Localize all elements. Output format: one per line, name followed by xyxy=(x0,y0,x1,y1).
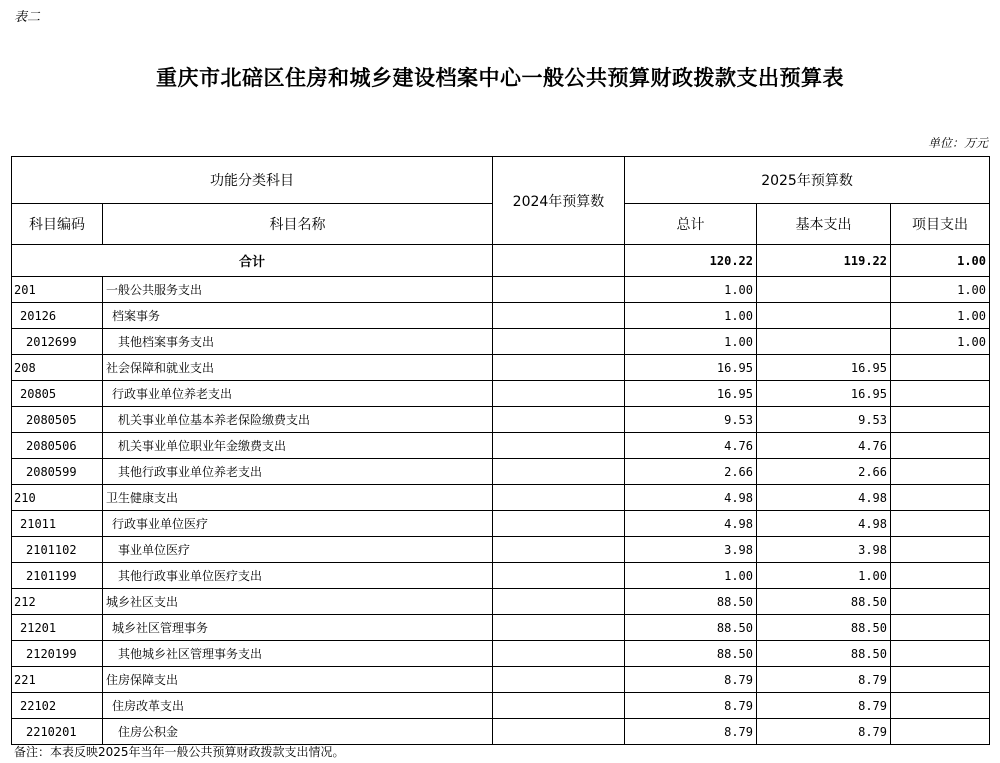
cell-total: 1.00 xyxy=(625,329,757,355)
cell-total: 1.00 xyxy=(625,563,757,589)
cell-basic xyxy=(757,329,891,355)
cell-prev xyxy=(493,615,625,641)
page-title: 重庆市北碚区住房和城乡建设档案中心一般公共预算财政拨款支出预算表 xyxy=(156,65,844,90)
cell-code: 210 xyxy=(12,485,103,511)
table-row xyxy=(12,719,990,745)
table-row xyxy=(12,615,990,641)
table-row xyxy=(12,563,990,589)
cell-name: 其他行政事业单位养老支出 xyxy=(103,459,493,485)
cell-prev xyxy=(493,355,625,381)
budget-table xyxy=(11,156,990,745)
cell-total: 88.50 xyxy=(625,615,757,641)
cell-prev xyxy=(493,485,625,511)
cell-basic: 16.95 xyxy=(757,381,891,407)
cell-name: 其他档案事务支出 xyxy=(103,329,493,355)
cell-basic: 4.76 xyxy=(757,433,891,459)
cell-total: 16.95 xyxy=(625,381,757,407)
cell-prev xyxy=(493,667,625,693)
cell-prev xyxy=(493,407,625,433)
total-row xyxy=(12,245,990,277)
cell-name: 社会保障和就业支出 xyxy=(103,355,493,381)
header-cur-year: 2025年预算数 xyxy=(625,157,990,204)
cell-total: 4.98 xyxy=(625,511,757,537)
cell-basic: 4.98 xyxy=(757,485,891,511)
table-row xyxy=(12,355,990,381)
table-row xyxy=(12,537,990,563)
cell-basic: 8.79 xyxy=(757,719,891,745)
cell-prev xyxy=(493,719,625,745)
cell-project: 1.00 xyxy=(891,277,990,303)
cell-project xyxy=(891,537,990,563)
total-total: 120.22 xyxy=(625,245,757,277)
table-row xyxy=(12,407,990,433)
cell-code: 201 xyxy=(12,277,103,303)
table-row xyxy=(12,381,990,407)
cell-basic: 4.98 xyxy=(757,511,891,537)
cell-code: 20805 xyxy=(12,381,103,407)
cell-name: 卫生健康支出 xyxy=(103,485,493,511)
cell-name: 住房改革支出 xyxy=(103,693,493,719)
unit-label: 单位：万元 xyxy=(927,136,988,150)
cell-project xyxy=(891,615,990,641)
footnote: 备注：本表反映2025年当年一般公共预算财政拨款支出情况。 xyxy=(14,745,345,759)
cell-code: 2101102 xyxy=(12,537,103,563)
cell-basic: 88.50 xyxy=(757,641,891,667)
cell-project: 1.00 xyxy=(891,303,990,329)
cell-code: 20126 xyxy=(12,303,103,329)
cell-project xyxy=(891,433,990,459)
cell-code: 2080506 xyxy=(12,433,103,459)
cell-prev xyxy=(493,381,625,407)
cell-code: 2012699 xyxy=(12,329,103,355)
cell-prev xyxy=(493,563,625,589)
cell-name: 档案事务 xyxy=(103,303,493,329)
table-row xyxy=(12,511,990,537)
cell-name: 机关事业单位基本养老保险缴费支出 xyxy=(103,407,493,433)
cell-name: 城乡社区支出 xyxy=(103,589,493,615)
cell-total: 3.98 xyxy=(625,537,757,563)
cell-basic: 2.66 xyxy=(757,459,891,485)
header-code: 科目编码 xyxy=(12,204,103,245)
cell-prev xyxy=(493,511,625,537)
cell-code: 22102 xyxy=(12,693,103,719)
table-row xyxy=(12,485,990,511)
cell-basic: 88.50 xyxy=(757,589,891,615)
cell-name: 城乡社区管理事务 xyxy=(103,615,493,641)
cell-project xyxy=(891,589,990,615)
cell-name: 其他行政事业单位医疗支出 xyxy=(103,563,493,589)
table-row xyxy=(12,641,990,667)
cell-total: 8.79 xyxy=(625,667,757,693)
cell-project xyxy=(891,719,990,745)
cell-basic: 8.79 xyxy=(757,693,891,719)
cell-total: 1.00 xyxy=(625,303,757,329)
cell-project xyxy=(891,355,990,381)
cell-project xyxy=(891,563,990,589)
cell-code: 2120199 xyxy=(12,641,103,667)
cell-code: 2210201 xyxy=(12,719,103,745)
cell-project xyxy=(891,693,990,719)
table-row xyxy=(12,329,990,355)
cell-prev xyxy=(493,433,625,459)
table-row xyxy=(12,277,990,303)
table-row xyxy=(12,693,990,719)
cell-total: 9.53 xyxy=(625,407,757,433)
header-name: 科目名称 xyxy=(103,204,493,245)
header-basic: 基本支出 xyxy=(757,204,891,245)
cell-name: 一般公共服务支出 xyxy=(103,277,493,303)
cell-prev xyxy=(493,459,625,485)
cell-basic: 16.95 xyxy=(757,355,891,381)
table-row xyxy=(12,303,990,329)
cell-total: 88.50 xyxy=(625,641,757,667)
cell-total: 16.95 xyxy=(625,355,757,381)
header-func-category: 功能分类科目 xyxy=(12,157,493,204)
cell-prev xyxy=(493,277,625,303)
cell-project xyxy=(891,667,990,693)
cell-code: 21201 xyxy=(12,615,103,641)
cell-prev xyxy=(493,329,625,355)
header-total: 总计 xyxy=(625,204,757,245)
cell-code: 21011 xyxy=(12,511,103,537)
cell-basic: 1.00 xyxy=(757,563,891,589)
cell-total: 4.98 xyxy=(625,485,757,511)
cell-project xyxy=(891,407,990,433)
cell-name: 事业单位医疗 xyxy=(103,537,493,563)
cell-name: 其他城乡社区管理事务支出 xyxy=(103,641,493,667)
cell-basic: 9.53 xyxy=(757,407,891,433)
cell-name: 住房保障支出 xyxy=(103,667,493,693)
cell-name: 行政事业单位医疗 xyxy=(103,511,493,537)
cell-project: 1.00 xyxy=(891,329,990,355)
cell-code: 2080505 xyxy=(12,407,103,433)
cell-basic: 8.79 xyxy=(757,667,891,693)
table-row xyxy=(12,459,990,485)
total-project: 1.00 xyxy=(891,245,990,277)
cell-code: 2080599 xyxy=(12,459,103,485)
header-project: 项目支出 xyxy=(891,204,990,245)
table-row xyxy=(12,433,990,459)
total-prev xyxy=(493,245,625,277)
cell-name: 住房公积金 xyxy=(103,719,493,745)
cell-code: 212 xyxy=(12,589,103,615)
cell-project xyxy=(891,485,990,511)
document-label: 表二 xyxy=(14,10,41,25)
cell-project xyxy=(891,459,990,485)
cell-prev xyxy=(493,693,625,719)
cell-prev xyxy=(493,589,625,615)
cell-code: 208 xyxy=(12,355,103,381)
total-basic: 119.22 xyxy=(757,245,891,277)
cell-project xyxy=(891,381,990,407)
table-row xyxy=(12,589,990,615)
cell-total: 8.79 xyxy=(625,719,757,745)
header-row-1 xyxy=(12,157,990,204)
cell-basic: 3.98 xyxy=(757,537,891,563)
cell-prev xyxy=(493,641,625,667)
cell-project xyxy=(891,511,990,537)
cell-project xyxy=(891,641,990,667)
cell-name: 机关事业单位职业年金缴费支出 xyxy=(103,433,493,459)
cell-basic xyxy=(757,277,891,303)
cell-prev xyxy=(493,303,625,329)
cell-prev xyxy=(493,537,625,563)
total-label: 合计 xyxy=(12,245,493,277)
cell-name: 行政事业单位养老支出 xyxy=(103,381,493,407)
cell-total: 88.50 xyxy=(625,589,757,615)
cell-total: 2.66 xyxy=(625,459,757,485)
header-prev-year: 2024年预算数 xyxy=(493,157,625,245)
cell-total: 1.00 xyxy=(625,277,757,303)
cell-basic xyxy=(757,303,891,329)
cell-code: 2101199 xyxy=(12,563,103,589)
cell-code: 221 xyxy=(12,667,103,693)
table-row xyxy=(12,667,990,693)
budget-table-body xyxy=(12,157,990,745)
cell-total: 8.79 xyxy=(625,693,757,719)
cell-basic: 88.50 xyxy=(757,615,891,641)
cell-total: 4.76 xyxy=(625,433,757,459)
